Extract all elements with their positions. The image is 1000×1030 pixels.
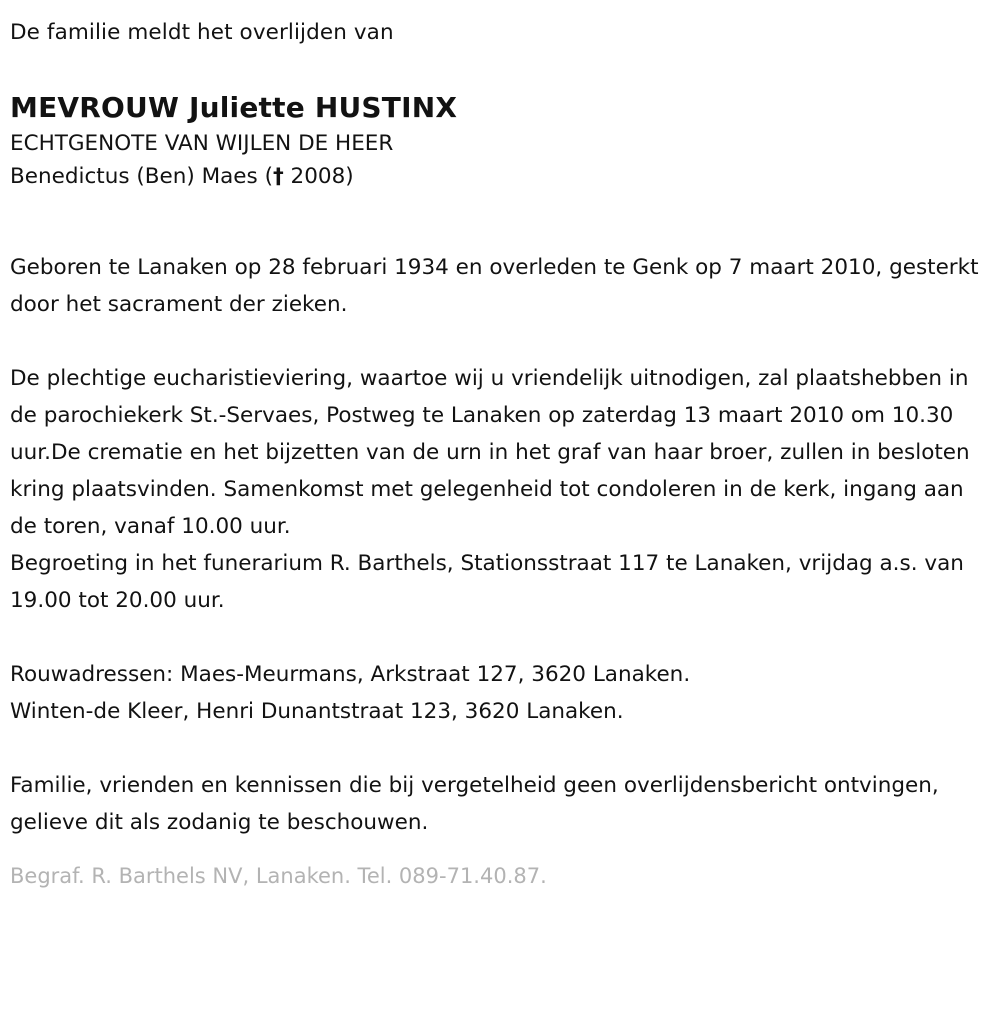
condolence-address-primary: Rouwadressen: Maes-Meurmans, Arkstraat 127, 3620 Lanaken. bbox=[10, 662, 691, 687]
funeral-home-footer: Begraf. R. Barthels NV, Lanaken. Tel. 089-71.40.87. bbox=[10, 864, 547, 888]
spacer bbox=[10, 194, 988, 231]
spacer bbox=[10, 323, 988, 360]
visitation-paragraph: Begroeting in het funerarium R. Barthels, Stationsstraat 117 te Lanaken, vrijdag a.s. van 19.00 tot 20.00 uur. bbox=[10, 551, 964, 613]
dagger-icon: † bbox=[272, 164, 284, 189]
spacer bbox=[10, 619, 988, 656]
spacer bbox=[10, 231, 988, 249]
deceased-name: MEVROUW Juliette HUSTINX bbox=[10, 91, 458, 124]
spacer bbox=[10, 51, 988, 88]
birth-and-death-paragraph: Geboren te Lanaken op 28 februari 1934 en overleden te Genk op 7 maart 2010, gesterkt door het sacrament der zieken. bbox=[10, 255, 979, 317]
intro-text: De familie meldt het overlijden van bbox=[10, 20, 394, 45]
closing-paragraph: Familie, vrienden en kennissen die bij vergetelheid geen overlijdensbericht ontvingen, gelieve dit als zodanig te beschouwen. bbox=[10, 773, 939, 835]
ceremony-paragraph: De plechtige eucharistieviering, waartoe wij u vriendelijk uitnodigen, zal plaatshebben in de parochiekerk St.-Servaes, Postweg te Lanaken op zaterdag 13 maart 2010 om 10.30 uur.De crematie en het bijzetten van de urn in het graf van haar broer, zullen in besloten kring plaatsvinden. Samenkomst met gelegenheid tot condoleren in de kerk, ingang aan de toren, vanaf 10.00 uur. bbox=[10, 366, 970, 539]
relation-label: ECHTGENOTE VAN WIJLEN DE HEER bbox=[10, 131, 394, 156]
spouse-name: Benedictus (Ben) Maes († 2008) bbox=[10, 164, 354, 189]
spacer bbox=[10, 730, 988, 767]
condolence-address-secondary: Winten-de Kleer, Henri Dunantstraat 123, 3620 Lanaken. bbox=[10, 699, 624, 724]
spacer bbox=[10, 841, 988, 859]
